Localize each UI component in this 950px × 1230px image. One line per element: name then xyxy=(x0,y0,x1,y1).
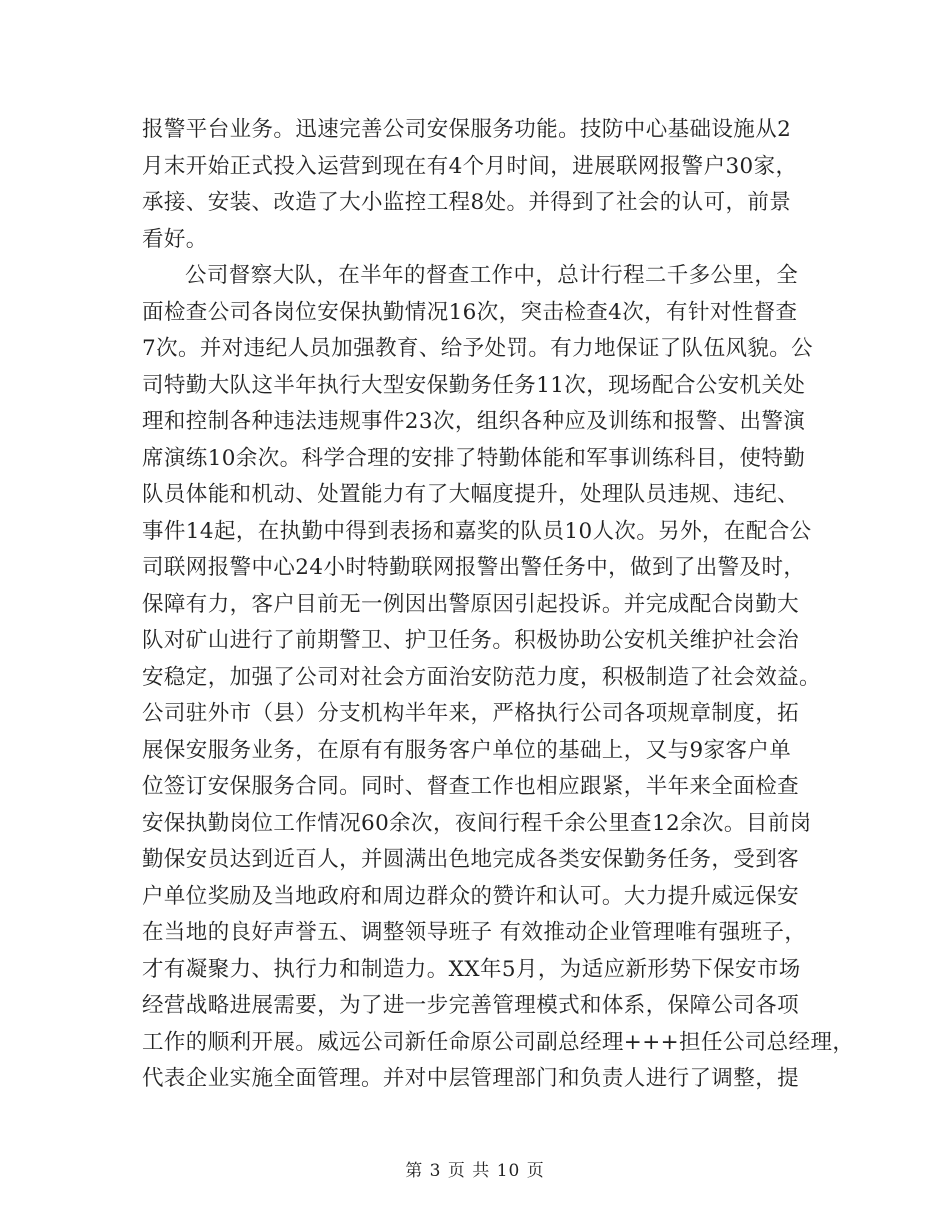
text-line: 理和控制各种违法违规事件23次，组织各种应及训练和报警、出警演 xyxy=(142,409,806,434)
text-line: 事件14起，在执勤中得到表扬和嘉奖的队员10人次。另外，在配合公 xyxy=(142,518,812,544)
text-line: 席演练10余次。科学合理的安排了特勤体能和军事训练科目，使特勤 xyxy=(142,445,806,471)
text-line: 户单位奖励及当地政府和周边群众的赞许和认可。大力提升威远保安 xyxy=(142,883,800,909)
paragraph-first-line: 公司督察大队，在半年的督查工作中，总计行程二千多公里，全 xyxy=(185,263,799,288)
text-line: 工作的顺利开展。威远公司新任命原公司副总经理+++担任公司总经理， xyxy=(142,1029,855,1055)
text-line: 位签订安保服务合同。同时、督查工作也相应跟紧，半年来全面检查 xyxy=(142,774,800,799)
text-line: 安稳定，加强了公司对社会方面治安防范力度，积极制造了社会效益。 xyxy=(142,664,821,690)
text-line: 队员体能和机动、处置能力有了大幅度提升，处理队员违规、违纪、 xyxy=(142,482,800,507)
text-line: 看好。 xyxy=(142,226,208,252)
text-line: 保障有力，客户目前无一例因出警原因引起投诉。并完成配合岗勤大 xyxy=(142,591,800,617)
text-line: 勤保安员达到近百人，并圆满出色地完成各类安保勤务任务，受到客 xyxy=(142,847,800,872)
text-line: 才有凝聚力、执行力和制造力。XX年5月，为适应新形势下保安市场 xyxy=(142,956,801,982)
text-line: 代表企业实施全面管理。并对中层管理部门和负责人进行了调整，提 xyxy=(142,1066,800,1091)
text-line: 安保执勤岗位工作情况60余次，夜间行程千余公里查12余次。目前岗 xyxy=(142,810,812,836)
text-line: 7次。并对违纪人员加强教育、给予处罚。有力地保证了队伍风貌。公 xyxy=(142,336,814,361)
body-text xyxy=(142,112,855,1098)
text-line: 公司驻外市（县）分支机构半年来，严格执行公司各项规章制度，拓 xyxy=(142,701,800,726)
text-line: 在当地的良好声誉五、调整领导班子 有效推动企业管理唯有强班子， xyxy=(142,920,807,945)
text-line: 队对矿山进行了前期警卫、护卫任务。积极协助公安机关维护社会治 xyxy=(142,628,800,653)
text-line: 报警平台业务。迅速完善公司安保服务功能。技防中心基础设施从2 xyxy=(142,117,792,142)
text-line: 司联网报警中心24小时特勤联网报警出警任务中，做到了出警及时， xyxy=(142,555,806,580)
text-line: 司特勤大队这半年执行大型安保勤务任务11次，现场配合公安机关处 xyxy=(142,372,806,398)
text-line: 承接、安装、改造了大小监控工程8处。并得到了社会的认可，前景 xyxy=(142,190,792,215)
text-line: 月末开始正式投入运营到现在有4个月时间，进展联网报警户30家， xyxy=(142,153,798,179)
text-line: 面检查公司各岗位安保执勤情况16次，突击检查4次，有针对性督查 xyxy=(142,299,798,325)
text-line: 经营战略进展需要，为了进一步完善管理模式和体系，保障公司各项 xyxy=(142,993,800,1018)
text-line: 展保安服务业务，在原有有服务客户单位的基础上，又与9家客户单 xyxy=(142,737,792,763)
page-number-footer: 第 3 页 共 10 页 xyxy=(405,1161,545,1181)
